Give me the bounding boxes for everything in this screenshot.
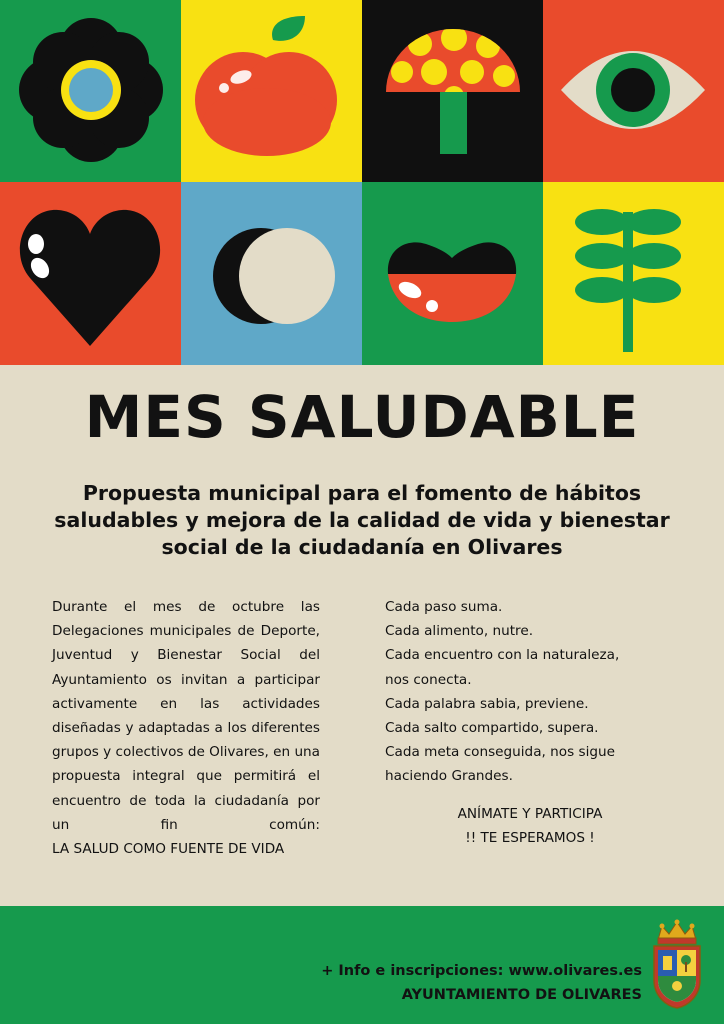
tile-flower [0, 0, 181, 182]
description-left [52, 595, 320, 861]
eye-icon [543, 0, 724, 182]
apple-icon [181, 0, 362, 182]
subtitle: Propuesta municipal para el fomento de hábitos saludables y mejora de la calidad de vida y bienestar social de la ciudadanía en Olivares [54, 481, 670, 559]
tile-heart [0, 182, 181, 365]
slogan-line: Cada alimento, nutre. [385, 623, 534, 640]
coat-of-arms-icon [650, 918, 704, 1010]
footer-text [321, 959, 642, 1007]
cta-line-2: !! TE ESPERAMOS ! [465, 830, 595, 847]
slogan-line: Cada paso suma. [385, 599, 503, 615]
page-title: MES SALUDABLE [84, 383, 640, 451]
mushroom-icon [362, 0, 543, 182]
lips-icon [362, 182, 543, 365]
call-to-action [385, 802, 675, 850]
icon-grid [0, 0, 724, 365]
slogan-list [385, 595, 705, 789]
cta-line-1: ANÍMATE Y PARTICIPA [457, 806, 603, 822]
tile-eye [543, 0, 724, 182]
tile-lips [362, 182, 543, 365]
slogan-line: Cada salto compartido, supera. [385, 720, 599, 737]
tile-moon [181, 182, 362, 365]
moon-icon [181, 182, 362, 365]
slogan-line: Cada meta conseguida, nos sigue [385, 744, 615, 761]
info-link[interactable]: + Info e inscripciones: www.olivares.es [321, 963, 642, 979]
slogan-line: haciendo Grandes. [385, 768, 513, 785]
organizer-name: AYUNTAMIENTO DE OLIVARES [401, 987, 642, 1003]
description-closing: LA SALUD COMO FUENTE DE VIDA [52, 841, 285, 858]
heart-icon [0, 182, 181, 365]
footer [0, 906, 724, 1024]
description-paragraph: Durante el mes de octubre las Delegaciones municipales de Deporte, Juventud y Bienestar Social del Ayuntamiento os invitan a participar activamente en las actividades diseñadas y adaptadas a los diferentes grupos y colectivos de Olivares, en una propuesta integral que permitirá el encuentro de toda la ciudadanía por un fin común: [52, 599, 321, 833]
flower-icon [0, 0, 181, 182]
plant-icon [543, 182, 724, 365]
slogan-line: nos conecta. [385, 671, 472, 688]
slogan-line: Cada encuentro con la naturaleza, [385, 647, 620, 664]
slogan-line: Cada palabra sabia, previene. [385, 695, 589, 712]
tile-plant [543, 182, 724, 365]
tile-mushroom [362, 0, 543, 182]
tile-apple [181, 0, 362, 182]
